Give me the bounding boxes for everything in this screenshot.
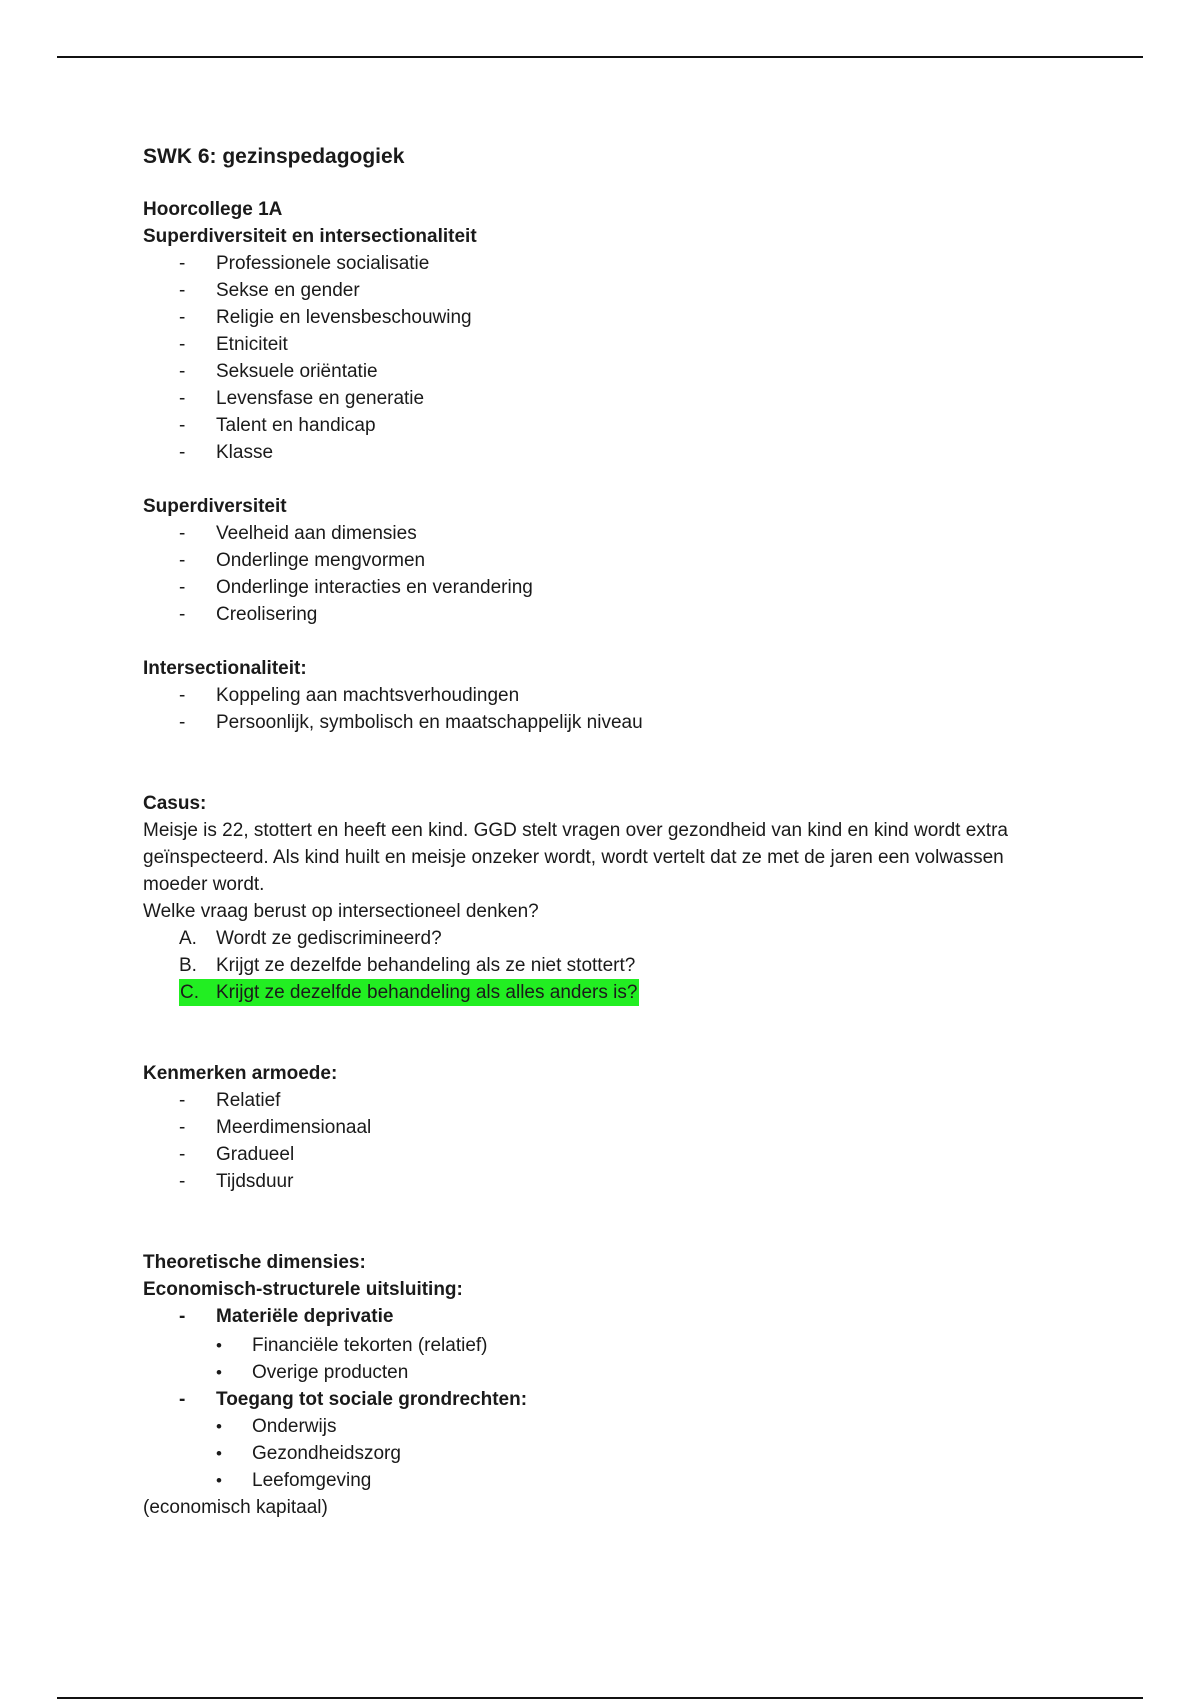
dash-marker: - [179,442,186,463]
list [143,250,1103,466]
options-list [143,925,1103,1006]
dash-marker: - [179,604,186,625]
list-item: - Gradueel [143,1141,1103,1168]
section-heading: Superdiversiteit [143,496,287,517]
list-item: - Onderlinge interacties en verandering [143,574,1103,601]
dash-marker: - [179,307,186,328]
dash-marker: - [179,550,186,571]
list-item: • Financiële tekorten (relatief) [143,1332,1103,1359]
document-body [143,142,1103,1521]
section-heading: Theoretische dimensies: [143,1252,366,1273]
section-subheading: Superdiversiteit en intersectionaliteit [143,226,477,247]
list-item: - Religie en levensbeschouwing [143,304,1103,331]
dash-marker: - [179,1090,186,1111]
bullet-marker: • [216,1417,222,1436]
dash-marker: - [179,577,186,598]
document-title: SWK 6: gezinspedagogiek [143,145,405,168]
list-item: - Professionele socialisatie [143,250,1103,277]
list-item: - Talent en handicap [143,412,1103,439]
bullet-marker: • [216,1471,222,1490]
dash-marker: - [179,712,186,733]
bullet-marker: • [216,1363,222,1382]
casus-paragraph: Meisje is 22, stottert en heeft een kind. GGD stelt vragen over gezondheid van kind en kind wordt extra geïnspecteerd. Als kind huilt en meisje onzeker wordt, wordt vertelt dat ze met de jaren een volwassen moeder wordt. [143,820,1008,895]
list-item: - Klasse [143,439,1103,466]
list-item: - Veelheid aan dimensies [143,520,1103,547]
dash-marker: - [179,361,186,382]
bullet-marker: • [216,1336,222,1355]
list [143,682,1103,736]
dash-marker: - [179,388,186,409]
bullet-marker: • [216,1444,222,1463]
list-item: - Etniciteit [143,331,1103,358]
list-item: • Leefomgeving [143,1467,1103,1494]
note: (economisch kapitaal) [143,1497,328,1518]
dash-marker: - [179,1117,186,1138]
section-heading: Intersectionaliteit: [143,658,307,679]
list-item: • Gezondheidszorg [143,1440,1103,1467]
list-item: - Seksuele oriëntatie [143,358,1103,385]
list-item: - Creolisering [143,601,1103,628]
list [143,1087,1103,1195]
list-item: • Overige producten [143,1359,1103,1386]
footer-rule [57,1697,1143,1699]
list-item: - Relatief [143,1087,1103,1114]
section-heading: Hoorcollege 1A [143,199,283,220]
casus-heading: Casus: [143,793,207,814]
dash-marker: - [179,1144,186,1165]
option-letter: C. [180,982,199,1003]
list-item: - Levensfase en generatie [143,385,1103,412]
list-item: - Sekse en gender [143,277,1103,304]
dash-marker: - [179,523,186,544]
list-item: - Tijdsduur [143,1168,1103,1195]
header-rule [57,56,1143,58]
dash-marker: - [179,334,186,355]
dash-marker: - [179,253,186,274]
list-item: - Meerdimensionaal [143,1114,1103,1141]
highlight-mark: C. Krijgt ze dezelfde behandeling als alles anders is? [179,979,639,1006]
list-item: • Onderwijs [143,1413,1103,1440]
group-label: - Toegang tot sociale grondrechten: [143,1386,1103,1413]
option-letter: B. [179,955,197,976]
dash-marker: - [179,415,186,436]
dash-marker: - [179,1171,186,1192]
section-heading: Kenmerken armoede: [143,1063,338,1084]
list-item: - Persoonlijk, symbolisch en maatschappelijk niveau [143,709,1103,736]
option-a: A. Wordt ze gediscrimineerd? [143,925,1103,952]
dash-marker: - [179,685,186,706]
list-item: - Koppeling aan machtsverhoudingen [143,682,1103,709]
group-label: - Materiële deprivatie [143,1303,1103,1330]
section-subheading: Economisch-structurele uitsluiting: [143,1279,463,1300]
casus-question: Welke vraag berust op intersectioneel denken? [143,901,539,922]
dash-marker: - [179,1306,186,1327]
dash-marker: - [179,280,186,301]
list-item: - Onderlinge mengvormen [143,547,1103,574]
option-letter: A. [179,928,197,949]
option-b: B. Krijgt ze dezelfde behandeling als ze niet stottert? [143,952,1103,979]
dash-marker: - [179,1389,186,1410]
option-c-highlighted [143,979,1103,1006]
list [143,520,1103,628]
